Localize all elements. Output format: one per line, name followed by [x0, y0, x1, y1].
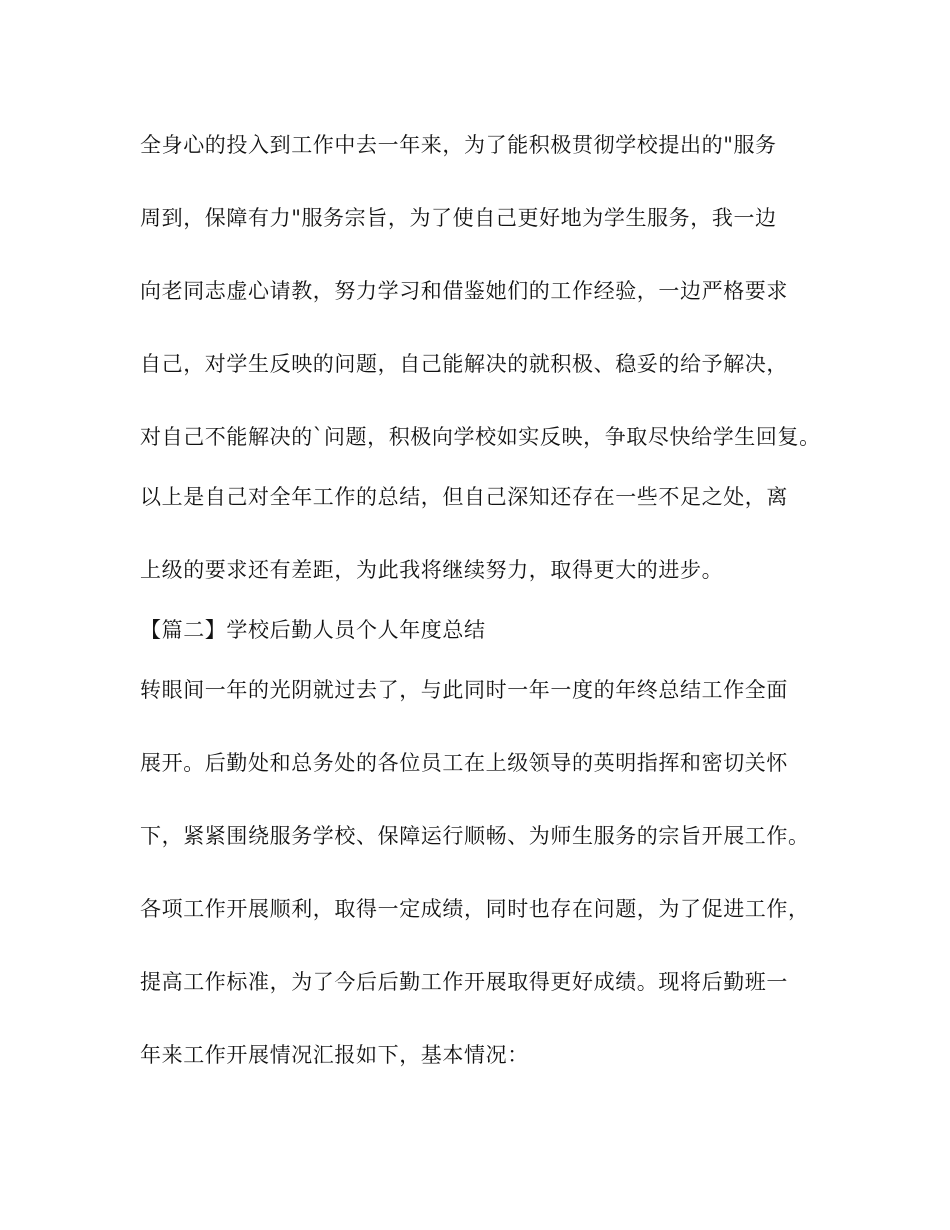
text-line-5: 对自己不能解决的`问题，积极向学校如实反映，争取尽快给学生回复。 [140, 425, 821, 449]
section-heading: 【篇二】学校后勤人员个人年度总结 [140, 618, 486, 642]
text-line-3: 向老同志虚心请教，努力学习和借鉴她们的工作经验，一边严格要求 [140, 279, 788, 303]
text-line-13: 年来工作开展情况汇报如下，基本情况： [140, 1043, 529, 1067]
text-line-8: 转眼间一年的光阴就过去了，与此同时一年一度的年终总结工作全面 [140, 678, 788, 702]
text-line-1: 全身心的投入到工作中去一年来，为了能积极贯彻学校提出的"服务 [140, 133, 777, 157]
text-line-10: 下，紧紧围绕服务学校、保障运行顺畅、为师生服务的宗旨开展工作。 [140, 824, 810, 848]
text-line-2: 周到，保障有力"服务宗旨，为了使自己更好地为学生服务，我一边 [140, 206, 777, 230]
text-line-11: 各项工作开展顺利，取得一定成绩，同时也存在问题，为了促进工作， [140, 897, 810, 921]
text-line-9: 展开。后勤处和总务处的各位员工在上级领导的英明指挥和密切关怀 [140, 751, 788, 775]
text-line-6: 以上是自己对全年工作的总结，但自己深知还存在一些不足之处，离 [140, 485, 788, 509]
text-line-12: 提高工作标准，为了今后后勤工作开展取得更好成绩。现将后勤班一 [140, 970, 788, 994]
text-line-7: 上级的要求还有差距，为此我将继续努力，取得更大的进步。 [140, 558, 724, 582]
text-line-4: 自己，对学生反映的问题，自己能解决的就积极、稳妥的给予解决， [140, 352, 788, 376]
